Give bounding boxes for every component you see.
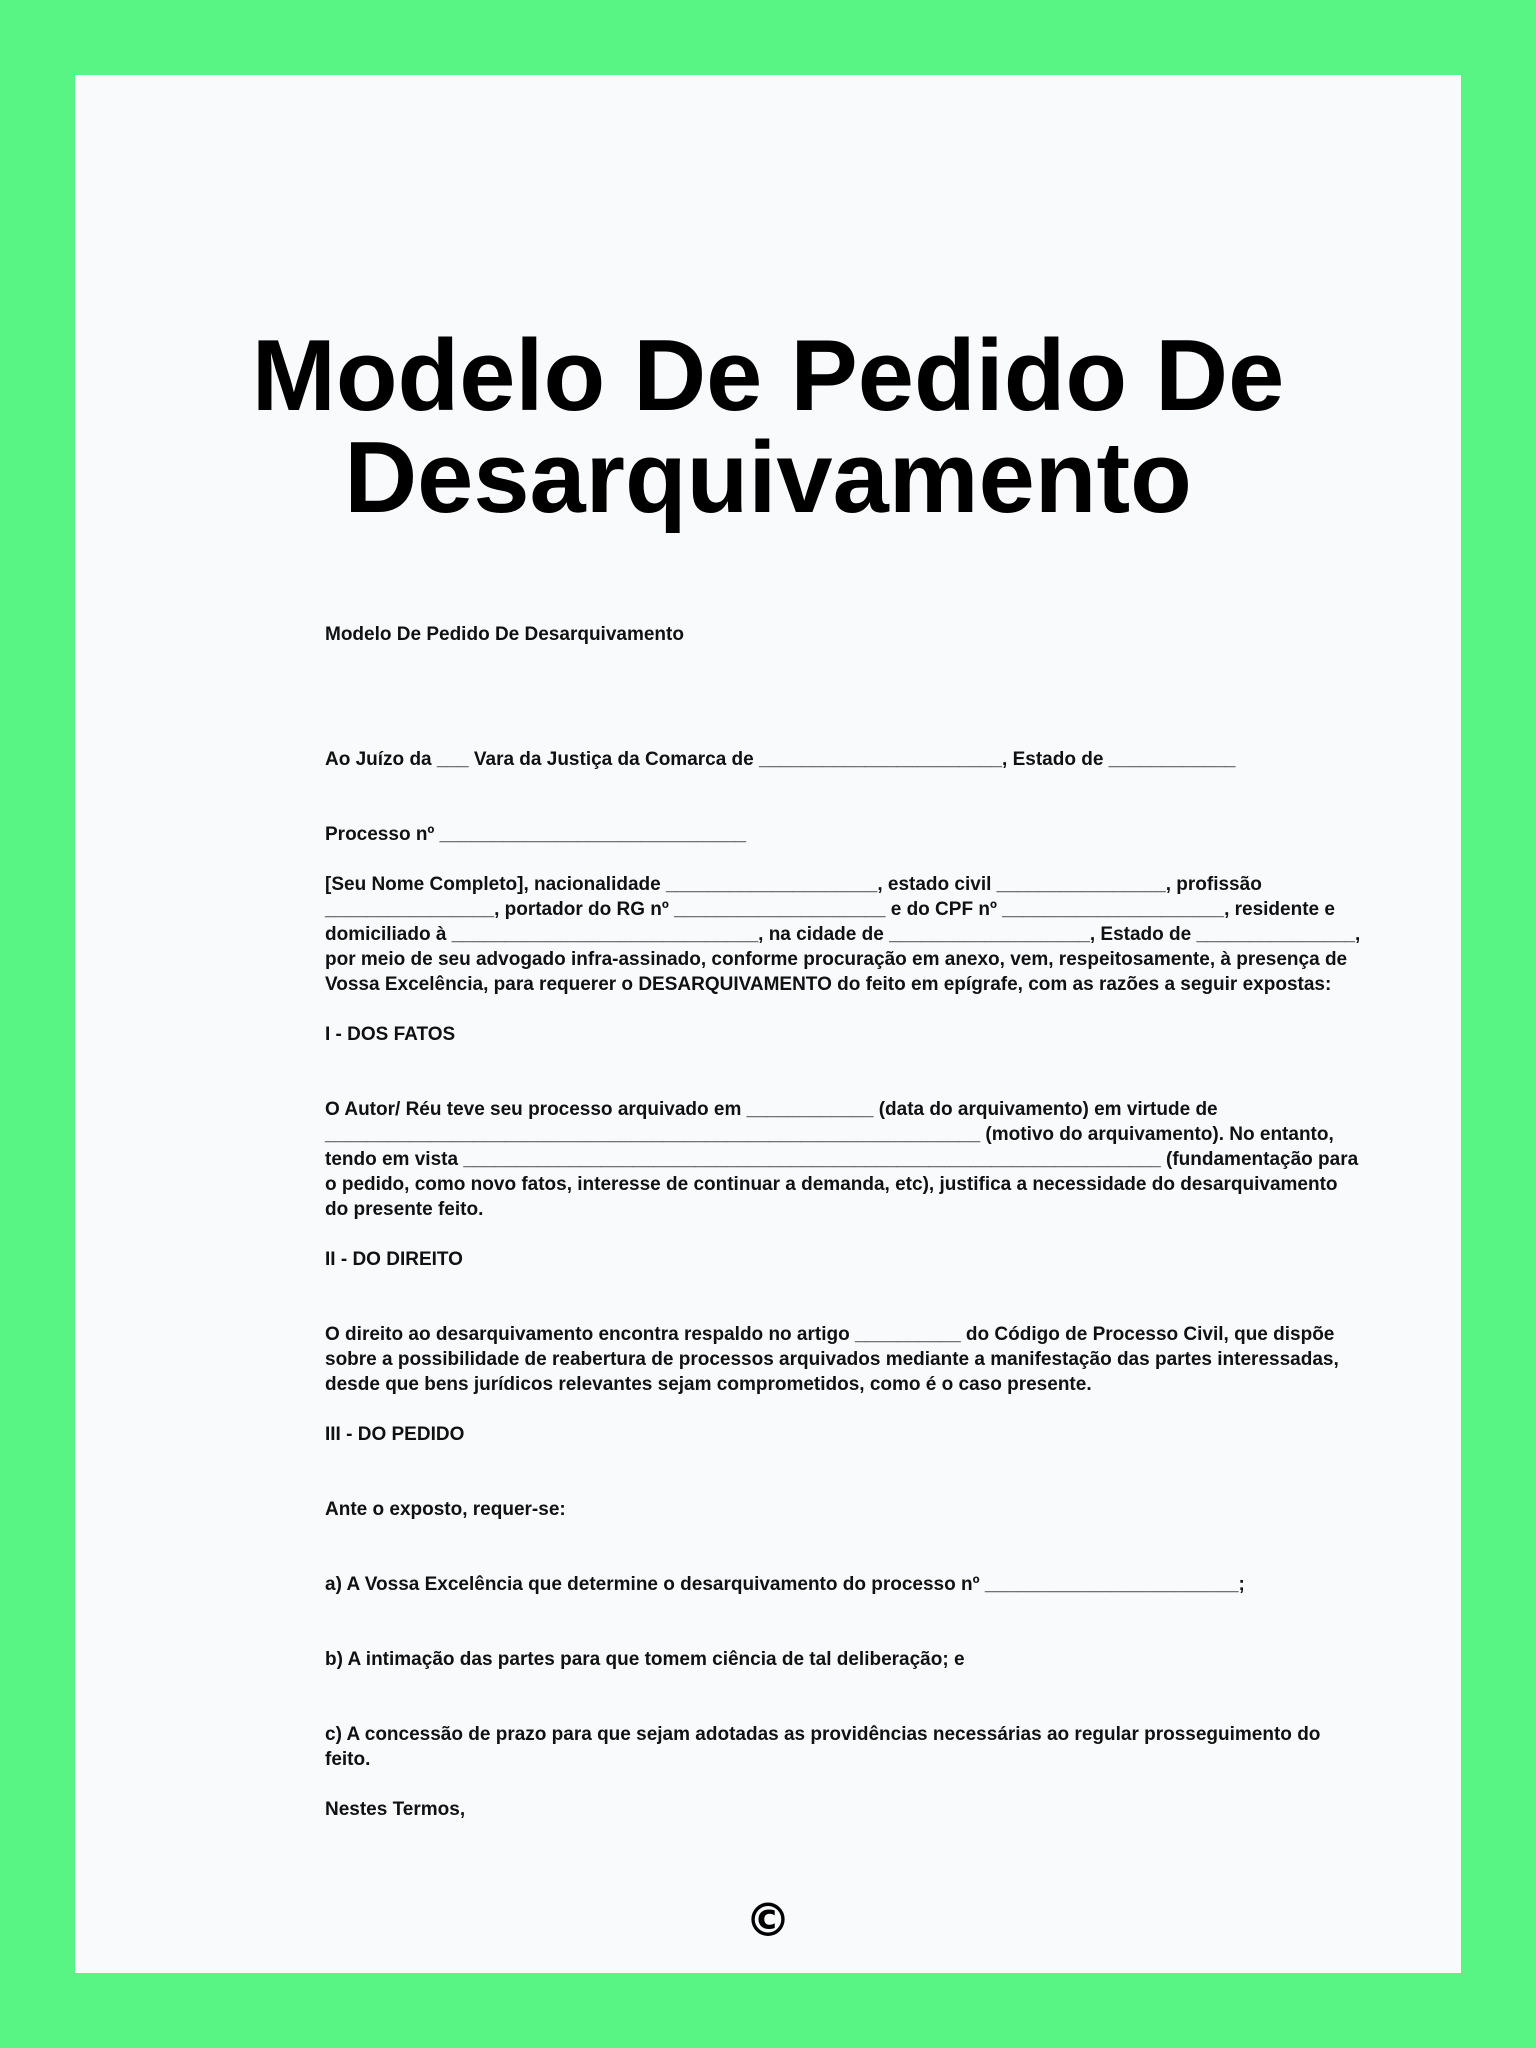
request-item-b: b) A intimação das partes para que tomem ciência de tal deliberação; e [325, 1649, 965, 1670]
process-line: Processo nº _____________________________ [325, 824, 747, 845]
facts-paragraph: O Autor/ Réu teve seu processo arquivado em ____________ (data do arquivamento) em virtude de ______________________________________________________________ (motivo do arquivamento). No entanto, tendo em vista __________________________________________________________________ (fundamentação para o pedido, como novo fatos, interesse de continuar a demanda, etc), justifica a necessidade do desarquivamento do presente feito. [325, 1099, 1359, 1220]
request-item-a: a) A Vossa Excelência que determine o desarquivamento do processo nº ________________________; [325, 1574, 1245, 1595]
court-line: Ao Juízo da ___ Vara da Justiça da Comarca de _______________________, Estado de ____________ [325, 749, 1236, 770]
document-body [325, 622, 1365, 1822]
law-paragraph: O direito ao desarquivamento encontra respaldo no artigo __________ do Código de Processo Civil, que dispõe sobre a possibilidade de reabertura de processos arquivados mediante a manifestação das partes interessadas, desde que bens jurídicos relevantes sejam comprometidos, como é o caso presente. [325, 1324, 1339, 1395]
document-subtitle: Modelo De Pedido De Desarquivamento [325, 624, 684, 645]
document-page [75, 75, 1461, 1973]
section-heading-request: III - DO PEDIDO [325, 1424, 465, 1445]
page-title: Modelo De Pedido De Desarquivamento [251, 320, 1285, 534]
intro-paragraph: [Seu Nome Completo], nacionalidade ____________________, estado civil ________________, profissão ________________, portador do RG nº ____________________ e do CPF nº _____________________, residente e domiciliado à _____________________________, na cidade de ___________________, Estado de _______________, por meio de seu advogado infra-assinado, conforme procuração em anexo, vem, respeitosamente, à presença de Vossa Excelência, para requerer o DESARQUIVAMENTO do feito em epígrafe, com as razões a seguir expostas: [325, 874, 1361, 995]
section-heading-facts: I - DOS FATOS [325, 1024, 456, 1045]
section-heading-law: II - DO DIREITO [325, 1249, 463, 1270]
request-item-c: c) A concessão de prazo para que sejam adotadas as providências necessárias ao regular prosseguimento do feito. [325, 1724, 1321, 1770]
closing-line: Nestes Termos, [325, 1799, 466, 1820]
request-intro: Ante o exposto, requer-se: [325, 1499, 566, 1520]
copyright-icon: © [745, 1893, 791, 1947]
